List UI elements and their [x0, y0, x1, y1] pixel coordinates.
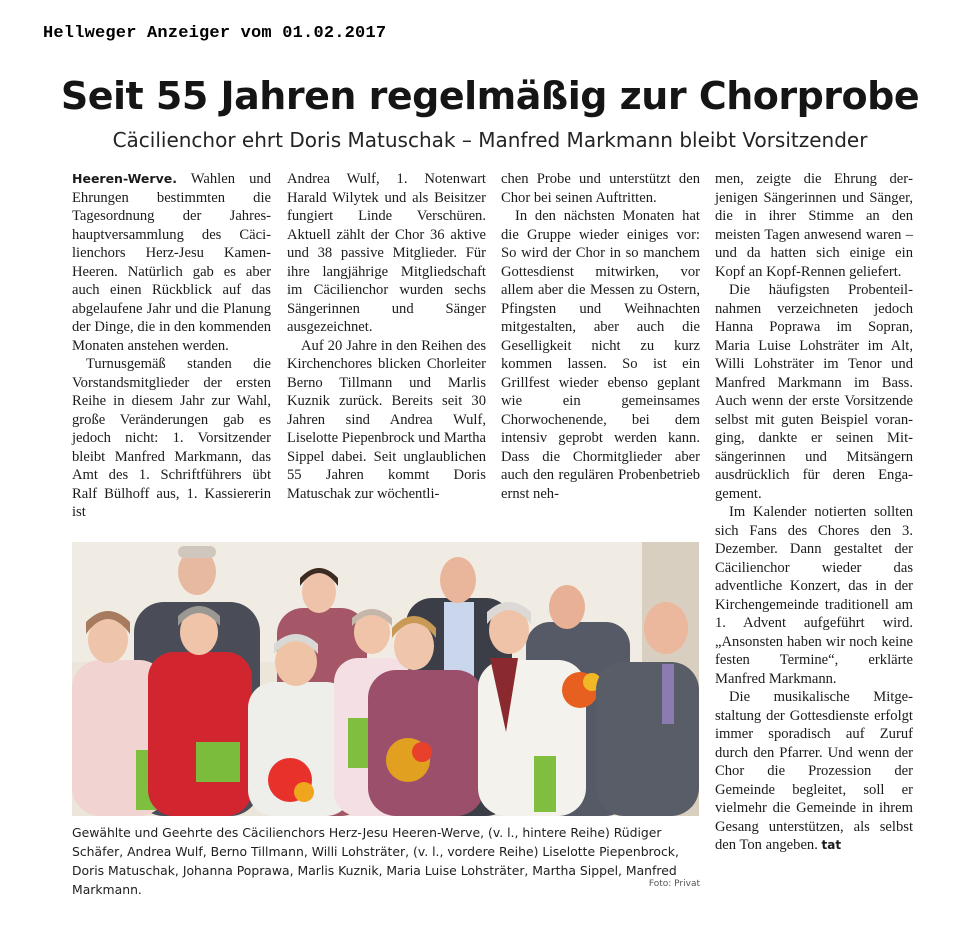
paragraph: [715, 688, 913, 855]
article-column-4: [715, 170, 913, 855]
paragraph: chen Probe und unterstützt den Chor bei seinen Auftritten.: [501, 171, 700, 206]
source-line: Hellweger Anzeiger vom 01.02.2017: [43, 24, 387, 43]
paragraph: men, zeigte die Ehrung derjenigen Sängerinnen und Sänger, die in ihrer Stimme an den meisten Tagen anwesend waren – und da hatten sich einige ein Kopf an Kopf-Rennen geliefert.: [715, 171, 913, 280]
dateline: Heeren-Werve.: [72, 171, 177, 186]
paragraph: Turnusgemäß standen die Vorstandsmitglieder der ersten Reihe in diesem Jahr zur Wahl, große Veränderungen gab es jedoch nicht: 1. Vorsitzender bleibt Manfred Markmann, das Amt des 1. Schriftführers übt Ralf Bülhoff aus, 1. Kassiererin ist: [72, 356, 271, 520]
article-column-2: [287, 170, 486, 503]
paragraph-text: Die musikalische Mitgestaltung der Gottesdienste erfolgt immer sporadisch auf Zuruf durch den Pfarrer. Und wenn der Chor die Prozession der Gemeinde begleitet, soll er vielmehr die Gemeinde in ihrem Gesang unterstützen, als selbst den Ton angeben.: [715, 689, 913, 853]
photo-caption: Gewählte und Geehrte des Cäcilienchors Herz-Jesu Heeren-Werve, (v. l., hintere Reihe) Rüdiger Schäfer, Andrea Wulf, Berno Tillmann, Willi Lohsträter, (v. l., vordere Reihe) Liselotte Piepenbrock, Doris Matuschak, Johanna Poprawa, Marlis Kuznik, Maria Luise Lohsträter, Martha Sippel, Manfred Markmann.: [72, 825, 679, 897]
subheadline: Cäcilienchor ehrt Doris Matuschak – Manfred Markmann bleibt Vorsitzender: [112, 128, 868, 152]
photo-credit: Foto: Privat: [648, 879, 700, 889]
group-photo: [72, 542, 699, 816]
paragraph: Auf 20 Jahre in den Reihen des Kirchenchores blicken Chorleiter Berno Tillmann und Marlis Kuznik zurück. Bereits seit 30 Jahren sind Andrea Wulf, Liselotte Piepenbrock und Martha Sippel dabei. Seit unglaublichen 55 Jahren kommt Doris Matuschak zur wöchentli-: [287, 337, 486, 502]
paragraph: Im Kalender notierten sollten sich Fans des Chores den 3. Dezember. Dann gestaltet der Cäcilienchor wieder das adventliche Konzert, das in der Kirchengemeinde traditionell am 1. Advent aufgeführt wird. „Ansonsten haben wir noch keine festen Termine“, erklärte Manfred Markmann.: [715, 504, 913, 687]
headline: Seit 55 Jahren regelmäßig zur Chorprobe: [60, 74, 920, 118]
group-photo-illustration: [72, 542, 699, 816]
paragraph: Andrea Wulf, 1. Notenwart Harald Wilytek und als Beisitzer fungiert Linde Verschüren. Aktuell zählt der Chor 36 aktive und 38 passive Mitglieder. Für ihre langjährige Mitgliedschaft im Cäcilienchor wurden sechs Sängerinnen und Sänger ausgezeichnet.: [287, 171, 486, 335]
paragraph-text: Wahlen und Ehrungen bestimmten die Tagesordnung der Jahreshauptversammlung des Cäcilienchors Herz-Jesu Kamen-Heeren. Natürlich gab es aber auch einen Rückblick auf das abgelaufene Jahr und die Planung der Dinge, die in den kommenden Monaten anstehen werden.: [72, 171, 271, 354]
paragraph: [72, 170, 271, 355]
author-initials: tat: [821, 838, 842, 852]
article-column-1: [72, 170, 271, 522]
paragraph: In den nächsten Monaten hat die Gruppe wieder einiges vor: So wird der Chor in so manchem Gottesdienst mitwirken, vor allem aber die Messen zu Ostern, Pfingsten und Weihnachten mitgestalten, aber auch die Geselligkeit nicht zu kurz kommen lassen. So ist ein Grillfest wieder ebenso geplant wie ein gemeinsames Chorwochenende, bei dem intensiv geprobt werden kann. Dass die Chormitglieder aber auch den regulären Probenbetrieb ernst neh-: [501, 208, 700, 502]
article-column-3: [501, 170, 700, 503]
paragraph: Die häufigsten Probenteilnahmen verzeichneten jedoch Hanna Poprawa im Sopran, Maria Luise Lohsträter im Alt, Willi Lohsträter im Tenor und Manfred Markmann im Bass. Auch wenn der erste Vorsitzende selbst mit guten Beispiel voranging, dankte er seinen Mitsängerinnen und Mitsängern ausdrücklich für deren Engagement.: [715, 282, 913, 502]
